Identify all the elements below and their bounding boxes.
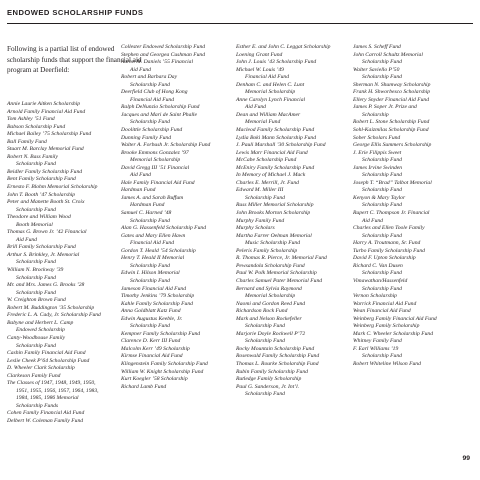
fund-list-item: Financial Aid Fund bbox=[130, 240, 175, 247]
fund-list-column-4 bbox=[353, 44, 437, 369]
fund-list-item: Turbo Family Scholarship Fund bbox=[353, 247, 425, 254]
fund-list-item: Robert M. Buddington ’35 Scholarship bbox=[7, 304, 95, 311]
fund-list-item: James Irvine Swinden bbox=[353, 164, 403, 171]
fund-list-item: Mr. and Mrs. James G. Brooks ’28 bbox=[7, 282, 85, 289]
fund-list-item: Hardman Fund bbox=[130, 202, 165, 209]
fund-list-item: Financial Aid Fund bbox=[245, 74, 290, 81]
fund-list-item: Walter A. Forbush Jr. Scholarship Fund bbox=[121, 142, 211, 149]
fund-list-item: Vimawathan/Hassenfeld bbox=[353, 277, 408, 284]
fund-list-item: James P. Soper Jr. Prize and bbox=[353, 104, 417, 111]
fund-list-item: Rutledge Family Scholarship bbox=[236, 376, 302, 383]
fund-list-item: Jacques and Mari de Saint Phalle bbox=[121, 111, 197, 118]
fund-list-item: Wean Financial Aid Fund bbox=[353, 308, 411, 315]
fund-list-item: Esther E. and John C. Leggat Scholarship bbox=[236, 44, 331, 50]
fund-list-item: Bernard and Sylvia Raymond bbox=[236, 285, 302, 292]
fund-list-item: Endowed Scholarship bbox=[16, 327, 65, 334]
fund-list-item: Scholarship Fund bbox=[362, 353, 402, 360]
fund-list-item: Alan G. Hassenfeld Scholarship Fund bbox=[121, 225, 206, 232]
fund-list-item: Brooke Emmons Gonzalez ’97 bbox=[121, 149, 189, 156]
fund-list-item: Warrick Financial Aid Fund bbox=[353, 300, 417, 307]
fund-list-item: Samuel C. Harned ’48 bbox=[121, 210, 172, 217]
fund-list-item: Edwin Augustus Keeble, Jr. bbox=[121, 315, 183, 322]
fund-list-item: Robert Whiteline Wilson Fund bbox=[353, 360, 421, 367]
fund-list-item: Memorial Scholarship bbox=[245, 89, 296, 96]
fund-list-item: Scholarship Fund bbox=[130, 119, 170, 126]
fund-list-item: Scholarship Funds bbox=[16, 402, 59, 409]
fund-list-item: Scholarship Fund bbox=[16, 289, 56, 296]
fund-list-item: Hardman Fund bbox=[121, 187, 156, 194]
fund-list-item: Scholarship Fund bbox=[362, 172, 402, 179]
fund-list-item: Scholarship bbox=[362, 111, 389, 118]
fund-list-item: Richardson Rock Fund bbox=[236, 308, 288, 315]
fund-list-item: Martha Farrer Oelman Memorial bbox=[236, 232, 312, 239]
fund-list-item: Scholarship Fund bbox=[362, 157, 402, 164]
fund-list-item: Aaron M. Daniels ’55 Financial bbox=[121, 59, 194, 66]
fund-list-item: D. Wheeler Clark Scholarship bbox=[7, 365, 75, 372]
fund-list-item: Ernesto F. Blohm Memorial Scholarship bbox=[7, 184, 98, 191]
fund-list-item: Memorial Scholarship bbox=[130, 157, 181, 164]
fund-list-item: Paul G. Sanderson, Jr. Int’l. bbox=[236, 383, 300, 390]
fund-list-item: Sherman N. Shumway Scholarship bbox=[353, 81, 431, 88]
fund-list-item: Weinberg Family Scholarship bbox=[353, 323, 420, 330]
fund-list-item: The Classes of 1947, 1948, 1949, 1950, bbox=[7, 380, 96, 387]
fund-list-item: Mark C. Wheeler Scholarship Fund bbox=[353, 330, 434, 337]
fund-list-item: Scholarship Fund bbox=[16, 259, 56, 266]
fund-list-item: Memorial Fund bbox=[245, 119, 281, 126]
fund-list-item: Gordon T. Heald ’54 Scholarship bbox=[121, 247, 196, 254]
fund-list-item: Richard Lamb Fund bbox=[121, 383, 167, 390]
fund-list-item: Marjorie Doyle Rockwell P’72 bbox=[236, 330, 306, 337]
fund-list-item: In Memory of Michael J. Mack bbox=[236, 172, 306, 179]
fund-list-item: Stephen and Georgea Cushman Fund bbox=[121, 51, 205, 58]
fund-list-item: Scholarship Fund bbox=[245, 323, 285, 330]
fund-list-item: Robert N. Bass Family bbox=[7, 153, 58, 160]
fund-list-item: W. Creighton Brown Fund bbox=[7, 297, 66, 304]
fund-list-item: Gates and Mary Ellen Hawn bbox=[121, 232, 186, 239]
fund-list-item: Edward M. Miller III bbox=[236, 187, 284, 194]
fund-list-item: Loening Grant Fund bbox=[236, 51, 283, 58]
fund-list-item: Walter Saviello P’50 bbox=[353, 66, 400, 73]
fund-list-item: Aid Fund bbox=[130, 172, 151, 179]
fund-list-item: Collester Endowed Scholarship Fund bbox=[121, 44, 206, 50]
fund-list-item: Murphy Scholars bbox=[236, 225, 275, 232]
fund-list-item: Harry A. Troutmann, Sr. Fund bbox=[353, 240, 421, 247]
fund-list-item: John Carroll Schultz Memorial bbox=[353, 51, 423, 58]
page-number: 99 bbox=[462, 455, 470, 462]
fund-list-item: Ball Family Fund bbox=[7, 138, 47, 145]
fund-list-item: Scholarship Fund bbox=[16, 161, 56, 168]
fund-list-item: Rupert C. Thompson Jr. Financial bbox=[353, 210, 430, 217]
fund-list-item: Babyne and Herbert L. Camp bbox=[7, 319, 74, 326]
fund-list-column-2 bbox=[121, 44, 210, 391]
fund-list-item: Clarkeson Family Fund bbox=[7, 372, 61, 379]
fund-list-item: John T. Booth ’47 Scholarship bbox=[7, 191, 76, 198]
fund-list-item: Thomas G. Brown Jr. ’42 Financial bbox=[7, 229, 87, 236]
fund-list-item: Anna Goldblatt Katz Fund bbox=[121, 308, 181, 315]
fund-list-item: James A. and Sarah Buffum bbox=[121, 194, 184, 201]
fund-list-item: Frank H. Shworbesco Scholarship bbox=[353, 89, 431, 96]
fund-list-item: James S. Scheff Fund bbox=[353, 44, 401, 50]
fund-list-item: Beidler Family Scholarship Fund bbox=[7, 168, 83, 175]
fund-list-item: Dean and William MacAmer bbox=[236, 111, 301, 118]
fund-list-item: Aid Fund bbox=[130, 66, 151, 73]
fund-list-item: Robert L. Stone Scholarship Fund bbox=[353, 119, 430, 126]
fund-list-item: Leslie Cheek P’64 Scholarship Fund bbox=[7, 357, 90, 364]
fund-list-item: Joseph T. “Brad” Talbot Memorial bbox=[353, 179, 432, 186]
fund-list-item: Scholarship Fund bbox=[245, 194, 285, 201]
fund-list-item: Babson Scholarship Fund bbox=[7, 123, 66, 130]
fund-list-item: Scholarship Fund bbox=[362, 59, 402, 66]
fund-list-item: McEniry Family Scholarship Fund bbox=[236, 164, 315, 171]
fund-list-item: R. Thomas R. Pierce, Jr. Memorial Fund bbox=[236, 255, 327, 262]
fund-list-item: 1951, 1955, 1956, 1957, 1964, 1983, bbox=[16, 387, 99, 394]
fund-list-item: Macleod Family Scholarship Fund bbox=[236, 127, 315, 134]
fund-list-item: Anne Carolyn Lynch Financial bbox=[236, 96, 306, 103]
fund-list-item: Murphy Family Fund bbox=[236, 217, 285, 224]
fund-list-item: George Ellis Summers Scholarship bbox=[353, 142, 432, 149]
fund-list-item: Kahle Family Scholarship Fund bbox=[121, 300, 193, 307]
fund-list-item: Denham C. and Helen C. Lunt bbox=[236, 81, 305, 88]
fund-list-item: Kempner Family Scholarship Fund bbox=[121, 330, 201, 337]
fund-list-item: Henry T. Heald II Memorial bbox=[121, 255, 185, 262]
fund-list-item: Michael Bailey ’75 Scholarship Fund bbox=[7, 131, 92, 138]
fund-list-item: Scholarship Fund bbox=[130, 262, 170, 269]
fund-list-column-1 bbox=[7, 101, 101, 426]
fund-list-item: Charles Samuel Pater Memorial Fund bbox=[236, 277, 323, 284]
fund-list-item: Kurt Koegler ’58 Scholarship bbox=[121, 376, 188, 383]
fund-list-item: John Brooks Morton Scholarship bbox=[236, 210, 311, 217]
fund-list-item: Ralph DeNunzio Scholarship Fund bbox=[121, 104, 200, 111]
fund-list-item: John J. Louis ’43 Scholarship Fund bbox=[236, 59, 317, 66]
fund-list-item: Whitney Family Fund bbox=[353, 338, 402, 345]
fund-list-item: Klingenstein Family Scholarship Fund bbox=[121, 360, 208, 367]
fund-list-item: Kirmse Financial Aid Fund bbox=[121, 353, 183, 360]
fund-list-item: Lydia Boki Mann Scholarship Fund bbox=[236, 134, 317, 141]
fund-list-item: Booth Memorial bbox=[16, 221, 53, 228]
fund-list-item: McCabe Scholarship Fund bbox=[236, 157, 297, 164]
fund-list-item: Scholarship Fund bbox=[16, 274, 56, 281]
fund-list-item: Rocky Mountain Scholarship Fund bbox=[236, 345, 315, 352]
fund-list-item: Peter and Manette Booth St. Croix bbox=[7, 199, 85, 206]
fund-list-item: Robert and Barbara Day bbox=[121, 74, 178, 81]
fund-list-item: Scholarship Fund bbox=[362, 74, 402, 81]
fund-list-item: Charles E. Merrill, Jr. Fund bbox=[236, 179, 299, 186]
fund-list-item: Aid Fund bbox=[362, 217, 383, 224]
fund-list-item: Financial Aid Fund bbox=[130, 96, 175, 103]
fund-list-item: Scholarship Fund bbox=[130, 217, 170, 224]
fund-list-item: Lewis Marr Financial Aid Fund bbox=[236, 149, 308, 156]
fund-list-item: Music Scholarship Fund bbox=[245, 240, 301, 247]
fund-list-item: Scholarship Fund bbox=[245, 391, 285, 398]
fund-list-item: Cashin Family Financial Aid Fund bbox=[7, 350, 86, 357]
fund-list-item: Rubin Family Scholarship Fund bbox=[236, 368, 308, 375]
fund-list-item: Scholarship Fund bbox=[16, 342, 56, 349]
fund-list-column-3 bbox=[236, 44, 330, 399]
fund-list-item: F. Earl Williams ’19 bbox=[353, 345, 399, 352]
fund-list-item: Doolittle Scholarship Fund bbox=[121, 127, 183, 134]
fund-list-item: Aid Fund bbox=[245, 104, 266, 111]
fund-list-item: Scholarship Fund bbox=[130, 277, 170, 284]
fund-list-item: Edwin I. Hilson Memorial bbox=[121, 270, 180, 277]
fund-list-item: Brill Family Scholarship Fund bbox=[7, 244, 76, 251]
fund-list-item: Sober Scholars Fund bbox=[353, 134, 401, 141]
intro-paragraph: Following is a partial list of endowed scholarship funds that support the financial aid program at Deerfield: bbox=[7, 45, 142, 74]
fund-list-item: Tom Ashley ’51 Fund bbox=[7, 116, 55, 123]
fund-list-item: Bent Family Scholarship Fund bbox=[7, 176, 76, 183]
fund-list-item: Charles and Ellen Toole Family bbox=[353, 225, 425, 232]
fund-list-item: Frederic L. A. Cady, Jr. Scholarship Fund bbox=[7, 312, 101, 319]
fund-list-item: Aid Fund bbox=[16, 236, 37, 243]
fund-list-item: Delbert W. Coleman Family Fund bbox=[7, 417, 84, 424]
fund-list-item: Annie Laurie Aitken Scholarship bbox=[7, 101, 81, 107]
fund-list-item: Ellery Snyder Financial Aid Fund bbox=[353, 96, 430, 103]
fund-list-item: Scholarship Fund bbox=[130, 81, 170, 88]
fund-list-item: Clarence D. Kerr III Fund bbox=[121, 338, 181, 345]
fund-list-item: Malcolm Kerr ’49 Scholarship bbox=[121, 345, 190, 352]
fund-list-item: Arthur S. Brinkley, Jr. Memorial bbox=[7, 251, 80, 258]
fund-list-item: Pewsandola Scholarship Fund bbox=[236, 262, 305, 269]
fund-list-item: Scholarship Fund bbox=[16, 206, 56, 213]
fund-list-item: Sohl-Kaizmilas Scholarship Fund bbox=[353, 127, 429, 134]
fund-list-item: William W. Knight Scholarship Fund bbox=[121, 368, 204, 375]
fund-list-item: David Gregg III ’51 Financial bbox=[121, 164, 190, 171]
fund-list-item: Kenyon & Mary Taylor bbox=[353, 194, 406, 201]
fund-list-item: Memorial Scholarship bbox=[245, 293, 296, 300]
fund-list-item: Scholarship Fund bbox=[130, 323, 170, 330]
fund-list-item: Rosenwald Family Scholarship Fund bbox=[236, 353, 320, 360]
fund-list-item: Peleris Family Scholarship bbox=[236, 247, 298, 254]
section-heading: ENDOWED SCHOLARSHIP FUNDS bbox=[7, 8, 144, 17]
fund-list-item: Scholarship Fund bbox=[245, 338, 285, 345]
fund-list-item: Cohen Family Financial Aid Fund bbox=[7, 410, 85, 417]
fund-list-item: Scholarship Fund bbox=[362, 285, 402, 292]
fund-list-item: Weinberg Family Financial Aid Fund bbox=[353, 315, 437, 322]
fund-list-item: Canty-Woodhouse Family bbox=[7, 334, 66, 341]
fund-list-item: Scholarship Fund bbox=[362, 187, 402, 194]
fund-list-item: Jameson Financial Aid Fund bbox=[121, 285, 186, 292]
fund-list-item: Timothy Jenkins ’79 Scholarship bbox=[121, 293, 195, 300]
fund-list-item: Theodore and William Wood bbox=[7, 214, 71, 221]
fund-list-item: David F. Upton Scholarship bbox=[353, 255, 416, 262]
fund-list-item: Hale Family Financial Aid Fund bbox=[121, 179, 195, 186]
fund-list-item: 1984, 1985, 1986 Memorial bbox=[16, 395, 79, 402]
fund-list-item: Deerfield Club of Hong Kong bbox=[121, 89, 188, 96]
fund-list-item: Scholarship Fund bbox=[362, 232, 402, 239]
fund-list-item: Mark and Nelson Rockefeller bbox=[236, 315, 302, 322]
fund-list-item: J. Erie Filippis Sweet bbox=[353, 149, 402, 156]
fund-list-item: Russ Miller Memorial Scholarship bbox=[236, 202, 314, 209]
fund-list-item: William N. Brockway ’39 bbox=[7, 267, 64, 274]
fund-list-item: Naomi and Gordon Reed Fund bbox=[236, 300, 306, 307]
fund-list-item: Vernon Scholarship bbox=[353, 293, 397, 300]
heading-rule bbox=[7, 23, 473, 24]
fund-list-item: Stuart M. Barclay Memorial Fund bbox=[7, 146, 84, 153]
fund-list-item: Paul W. Polk Memorial Scholarship bbox=[236, 270, 317, 277]
fund-list-item: Michael W. Louis ’49 bbox=[236, 66, 284, 73]
fund-list-item: Richard C. Van Dusen bbox=[353, 262, 403, 269]
fund-list-item: Thomas L. Rourke Scholarship Fund bbox=[236, 360, 319, 367]
fund-list-item: Dunning Family Fund bbox=[121, 134, 172, 141]
fund-list-item: Scholarship Fund bbox=[362, 270, 402, 277]
fund-list-item: Scholarship Fund bbox=[362, 202, 402, 209]
fund-list-item: J. Pauli Marshall ’30 Scholarship Fund bbox=[236, 142, 326, 149]
fund-list-item: Arnold Family Financial Aid Fund bbox=[7, 108, 86, 115]
